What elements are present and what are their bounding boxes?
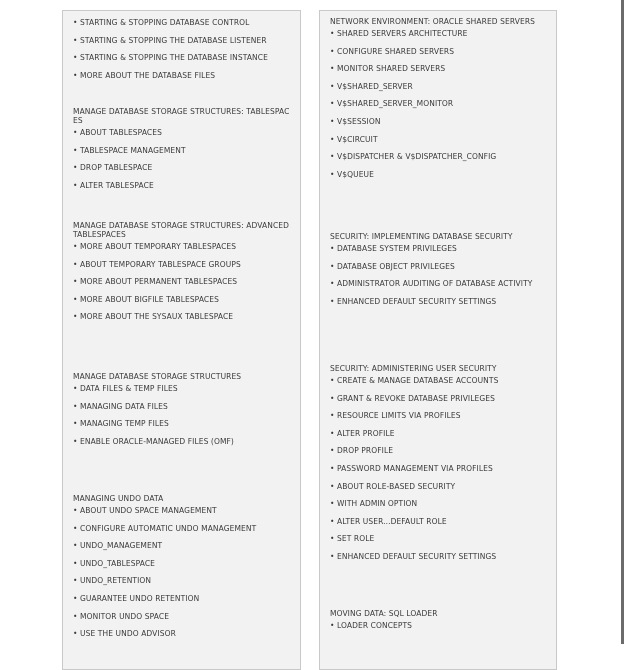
topic-link[interactable]: • GUARANTEE UNDO RETENTION [73,594,292,603]
topic-link[interactable]: • MONITOR SHARED SERVERS [330,64,548,73]
topic-link[interactable]: • MORE ABOUT PERMANENT TABLESPACES [73,277,292,286]
topic-section [73,494,292,638]
topic-link[interactable]: • MORE ABOUT THE SYSAUX TABLESPACE [73,312,292,321]
topic-link[interactable]: • UNDO_RETENTION [73,576,292,585]
topic-section [330,609,548,630]
topic-link[interactable]: • ENABLE ORACLE-MANAGED FILES (OMF) [73,437,292,446]
topic-link[interactable]: • ABOUT UNDO SPACE MANAGEMENT [73,506,292,515]
topic-link[interactable]: • V$SHARED_SERVER_MONITOR [330,99,548,108]
topic-link[interactable]: • MANAGING TEMP FILES [73,419,292,428]
topic-link[interactable]: • ENHANCED DEFAULT SECURITY SETTINGS [330,552,548,561]
topic-link[interactable]: • SET ROLE [330,534,548,543]
topic-link[interactable]: • MORE ABOUT THE DATABASE FILES [73,71,292,80]
topic-link[interactable]: • DATABASE OBJECT PRIVILEGES [330,262,548,271]
section-heading: MANAGE DATABASE STORAGE STRUCTURES: TABLESPACES [73,107,290,125]
topic-link[interactable]: • ALTER PROFILE [330,429,548,438]
topic-link[interactable]: • ALTER USER...DEFAULT ROLE [330,517,548,526]
topic-section [73,372,292,446]
topic-link[interactable]: • DATABASE SYSTEM PRIVILEGES [330,244,548,253]
section-heading: SECURITY: IMPLEMENTING DATABASE SECURITY [330,232,513,241]
topic-link[interactable]: • CREATE & MANAGE DATABASE ACCOUNTS [330,376,548,385]
topic-link[interactable]: • V$CIRCUIT [330,135,548,144]
topic-link[interactable]: • ALTER TABLESPACE [73,181,292,190]
topic-link[interactable]: • PASSWORD MANAGEMENT VIA PROFILES [330,464,548,473]
topic-section [73,221,292,321]
topic-link[interactable]: • MONITOR UNDO SPACE [73,612,292,621]
topic-link[interactable]: • V$DISPATCHER & V$DISPATCHER_CONFIG [330,152,548,161]
topic-section [330,17,548,179]
section-heading: MOVING DATA: SQL LOADER [330,609,438,618]
section-heading: MANAGING UNDO DATA [73,494,164,503]
topic-section [73,107,292,190]
topic-section [330,232,548,306]
topic-link[interactable]: • UNDO_MANAGEMENT [73,541,292,550]
topic-link[interactable]: • CONFIGURE SHARED SERVERS [330,47,548,56]
topic-link[interactable]: • CONFIGURE AUTOMATIC UNDO MANAGEMENT [73,524,292,533]
topic-link[interactable]: • WITH ADMIN OPTION [330,499,548,508]
topic-link[interactable]: • SHARED SERVERS ARCHITECTURE [330,29,548,38]
topic-link[interactable]: • ENHANCED DEFAULT SECURITY SETTINGS [330,297,548,306]
topic-link[interactable]: • STARTING & STOPPING THE DATABASE LISTENER [73,36,292,45]
topic-link[interactable]: • V$QUEUE [330,170,548,179]
topic-link[interactable]: • ABOUT ROLE-BASED SECURITY [330,482,548,491]
topic-link[interactable]: • V$SESSION [330,117,548,126]
topic-link[interactable]: • ABOUT TEMPORARY TABLESPACE GROUPS [73,260,292,269]
topic-link[interactable]: • DROP PROFILE [330,446,548,455]
topic-link[interactable]: • STARTING & STOPPING DATABASE CONTROL [73,18,292,27]
section-heading: MANAGE DATABASE STORAGE STRUCTURES [73,372,242,381]
section-heading: NETWORK ENVIRONMENT: ORACLE SHARED SERVERS [330,17,535,26]
topic-section [330,364,548,561]
topic-link[interactable]: • MORE ABOUT TEMPORARY TABLESPACES [73,242,292,251]
topic-link[interactable]: • UNDO_TABLESPACE [73,559,292,568]
section-heading: SECURITY: ADMINISTERING USER SECURITY [330,364,497,373]
left-topic-column [62,10,301,670]
topic-link[interactable]: • ABOUT TABLESPACES [73,128,292,137]
topic-link[interactable]: • STARTING & STOPPING THE DATABASE INSTANCE [73,53,292,62]
section-heading: MANAGE DATABASE STORAGE STRUCTURES: ADVANCED TABLESPACES [73,221,289,239]
right-topic-column [319,10,557,670]
topic-link[interactable]: • MANAGING DATA FILES [73,402,292,411]
topic-link[interactable]: • DROP TABLESPACE [73,163,292,172]
topic-link[interactable]: • ADMINISTRATOR AUDITING OF DATABASE ACTIVITY [330,279,548,288]
topic-link[interactable]: • RESOURCE LIMITS VIA PROFILES [330,411,548,420]
topic-link[interactable]: • USE THE UNDO ADVISOR [73,629,292,638]
topic-link[interactable]: • GRANT & REVOKE DATABASE PRIVILEGES [330,394,548,403]
topic-link[interactable]: • LOADER CONCEPTS [330,621,548,630]
topic-link[interactable]: • DATA FILES & TEMP FILES [73,384,292,393]
topic-link[interactable]: • V$SHARED_SERVER [330,82,548,91]
topic-link[interactable]: • TABLESPACE MANAGEMENT [73,146,292,155]
topic-section [73,18,292,80]
topic-link[interactable]: • MORE ABOUT BIGFILE TABLESPACES [73,295,292,304]
